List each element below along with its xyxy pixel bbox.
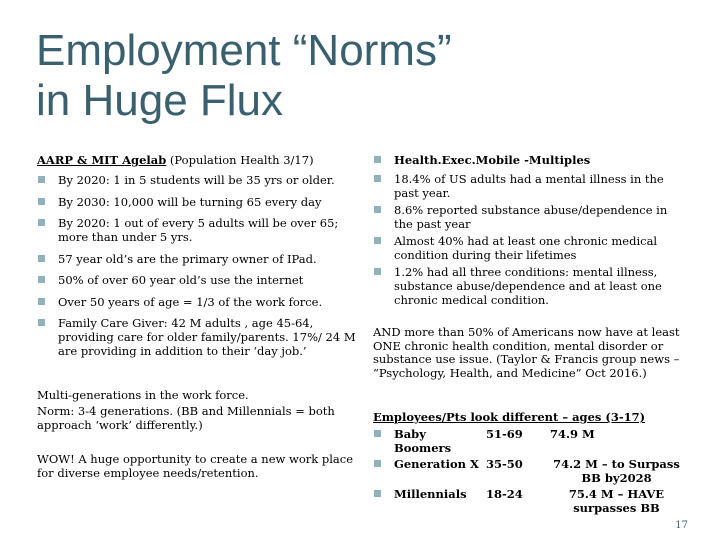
bullet-text: By 2020: 1 out of every 5 adults will be over 65; more than under 5 yrs.: [58, 216, 339, 244]
gen-label: Millennials: [394, 487, 467, 501]
list-item: [37, 295, 357, 309]
bullet-text: Over 50 years of age = 1/3 of the work force.: [58, 294, 323, 309]
bullet-text: By 2020: 1 in 5 students will be 35 yrs or older.: [58, 173, 335, 187]
bullet-text: 8.6% reported substance abuse/dependence in the past year: [394, 203, 668, 231]
list-item: [37, 195, 357, 209]
bullet-text: 18.4% of US adults had a mental illness in the past year.: [394, 172, 664, 200]
title-line-2: in Huge Flux: [36, 76, 284, 125]
spacer: [373, 380, 683, 410]
bullet-text: 1.2% had all three conditions: mental illness, substance abuse/dependence and at least one chronic medical condition.: [394, 265, 662, 307]
bullet-text: 50% of over 60 year old’s use the internet: [58, 273, 304, 287]
gen-ages: 51-69: [486, 427, 523, 441]
gen-ages: 35-50: [486, 457, 523, 471]
bullet-icon: [374, 237, 381, 244]
bullet-icon: [374, 156, 381, 163]
health-list: [373, 153, 683, 307]
table-row: [373, 427, 683, 455]
bullet-icon: [374, 175, 381, 182]
list-item: [373, 234, 683, 262]
multi-gen-text: Norm: 3-4 generations. (BB and Millennials = both approach ‘work’ differently.): [37, 403, 335, 432]
bullet-icon: [374, 460, 381, 467]
slide-title: [36, 26, 656, 126]
bullet-icon: [38, 319, 45, 326]
bullet-icon: [38, 176, 45, 183]
employees-heading: Employees/Pts look different – ages (3-17): [373, 410, 646, 424]
health-heading: Health.Exec.Mobile -Multiples: [394, 153, 591, 167]
page-number: 17: [675, 520, 688, 531]
list-item: [373, 265, 683, 307]
left-column: [37, 153, 357, 480]
spacer: [37, 432, 357, 452]
bullet-icon: [38, 255, 45, 262]
gen-label: Baby Boomers: [394, 427, 452, 455]
bullet-icon: [374, 490, 381, 497]
bullet-icon: [374, 206, 381, 213]
bullet-icon: [38, 198, 45, 205]
list-item: [37, 173, 357, 187]
bullet-text: Almost 40% had at least one chronic medical condition during their lifetimes: [394, 234, 658, 262]
bullet-icon: [38, 298, 45, 305]
list-item: [373, 172, 683, 200]
table-row: [373, 457, 683, 485]
bullet-text: 57 year old’s are the primary owner of IPad.: [58, 251, 317, 266]
gen-label: Generation X: [394, 457, 479, 471]
and-paragraph: AND more than 50% of Americans now have at least ONE chronic health condition, mental disorder or substance use issue. (Taylor & Francis group news – “Psychology, Health, and Medicine” Oct 2016.): [373, 325, 680, 380]
title-line-1: Employment “Norms”: [36, 26, 452, 75]
bullet-icon: [374, 268, 381, 275]
bullet-icon: [374, 430, 381, 437]
list-item: [37, 216, 357, 244]
list-item: [37, 316, 357, 358]
spacer: [37, 366, 357, 388]
list-item: [373, 203, 683, 231]
right-column: [373, 153, 683, 523]
gen-ages: 18-24: [486, 487, 523, 501]
list-item: [37, 252, 357, 266]
table-row: [373, 487, 683, 515]
aarp-source: (Population Health 3/17): [166, 153, 314, 167]
bullet-text: By 2030: 10,000 will be turning 65 every day: [58, 194, 322, 209]
gen-value: 74.2 M – to Surpass BB by2028: [553, 457, 680, 485]
wow-text: WOW! A huge opportunity to create a new work place for diverse employee needs/retention.: [37, 451, 354, 480]
gen-value: 74.9 M: [550, 427, 595, 441]
bullet-icon: [38, 219, 45, 226]
aarp-heading: [37, 153, 357, 167]
list-item: [373, 153, 683, 167]
aarp-link[interactable]: AARP & MIT Agelab: [37, 153, 167, 167]
spacer: [373, 310, 683, 326]
multi-gen-heading: Multi-generations in the work force.: [37, 387, 249, 402]
gen-value: 75.4 M – HAVE surpasses BB: [568, 487, 665, 515]
bullet-text: Family Care Giver: 42 M adults , age 45-64, providing care for older family/parents. 17%/ 24 M are providing in addition to their ‘day job.’: [58, 316, 356, 358]
bullet-icon: [38, 276, 45, 283]
list-item: [37, 273, 357, 287]
